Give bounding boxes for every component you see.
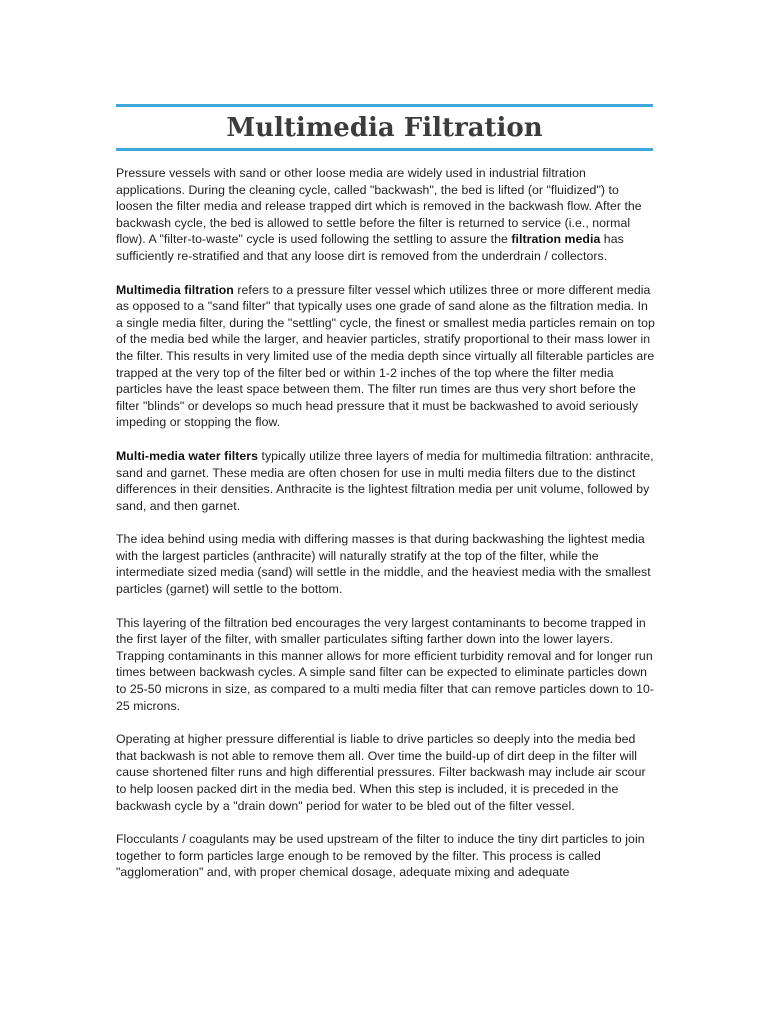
title-top-rule [116, 104, 653, 107]
paragraph-multi-media-water-filters [116, 448, 656, 514]
paragraph-text: typically utilize three layers of media for multimedia filtration: anthracite, sand and garnet. These media are often chosen for use in multi media filters due to the distinct differences in their densities. Anthracite is the lightest filtration media per unit volume, followed by sand, and then garnet. [116, 448, 654, 513]
paragraph-text: refers to a pressure filter vessel which utilizes three or more different media as opposed to a "sand filter" that typically uses one grade of sand alone as the filtration media. In a single media filter, during the "settling" cycle, the finest or smallest media particles remain on top of the media bed while the larger, and heavier particles, stratify proportional to their mass lower in the filter. This results in very limited use of the media depth since virtually all filterable particles are trapped at the very top of the filter bed or within 1-2 inches of the top where the filter media particles have the least space between them. The filter run times are thus very short before the filter "blinds" or develops so much head pressure that it must be backwashed to avoid seriously impeding or stopping the flow. [116, 282, 655, 430]
paragraph-multimedia-filtration [116, 282, 656, 431]
emphasis-multimedia-filtration: Multimedia filtration [116, 282, 234, 297]
emphasis-multi-media-water-filters: Multi-media water filters [116, 448, 259, 463]
document-body [116, 165, 656, 898]
paragraph-flocculants: Flocculants / coagulants may be used upstream of the filter to induce the tiny dirt particles to join together to form particles large enough to be removed by the filter. This process is called "agglomeration" and, with proper chemical dosage, adequate mixing and adequate [116, 832, 645, 880]
title-bottom-rule [116, 148, 653, 151]
paragraph-layering: This layering of the filtration bed encourages the very largest contaminants to become trapped in the first layer of the filter, with smaller particulates sifting farther down into the lower layers. Trapping contaminants in this manner allows for more efficient turbidity removal and for longer run times between backwash cycles. A simple sand filter can be expected to eliminate particles down to 25-50 microns in size, as compared to a multi media filter that can remove particles down to 10-25 microns. [116, 615, 655, 713]
paragraph-text: has sufficiently re-stratified and that any loose dirt is removed from the underdrain / collectors. [116, 232, 624, 263]
paragraph-pressure-differential: Operating at higher pressure differential is liable to drive particles so deeply into the media bed that backwash is not able to remove them all. Over time the build-up of dirt deep in the filter will cause shortened filter runs and high differential pressures. Filter backwash may include air scour to help loosen packed dirt in the media bed. When this step is included, it is preceded in the backwash cycle by a "drain down" period for water to be bled out of the filter vessel. [116, 732, 646, 813]
page-title: Multimedia Filtration [226, 113, 543, 143]
emphasis-filtration-media: filtration media [511, 232, 601, 247]
paragraph-differing-masses: The idea behind using media with differing masses is that during backwashing the lightest media with the largest particles (anthracite) will naturally stratify at the top of the filter, while the intermediate sized media (sand) will settle in the middle, and the heaviest media with the smallest particles (garnet) will settle to the bottom. [116, 532, 651, 597]
paragraph-text: Pressure vessels with sand or other loose media are widely used in industrial filtration applications. During the cleaning cycle, called "backwash", the bed is lifted (or "fluidized") to loosen the filter media and release trapped dirt which is removed in the backwash flow. After the backwash cycle, the bed is allowed to settle before the filter is returned to service (i.e., normal flow). A "filter-to-waste" cycle is used following the settling to assure the [116, 166, 642, 247]
paragraph-intro [116, 165, 656, 265]
